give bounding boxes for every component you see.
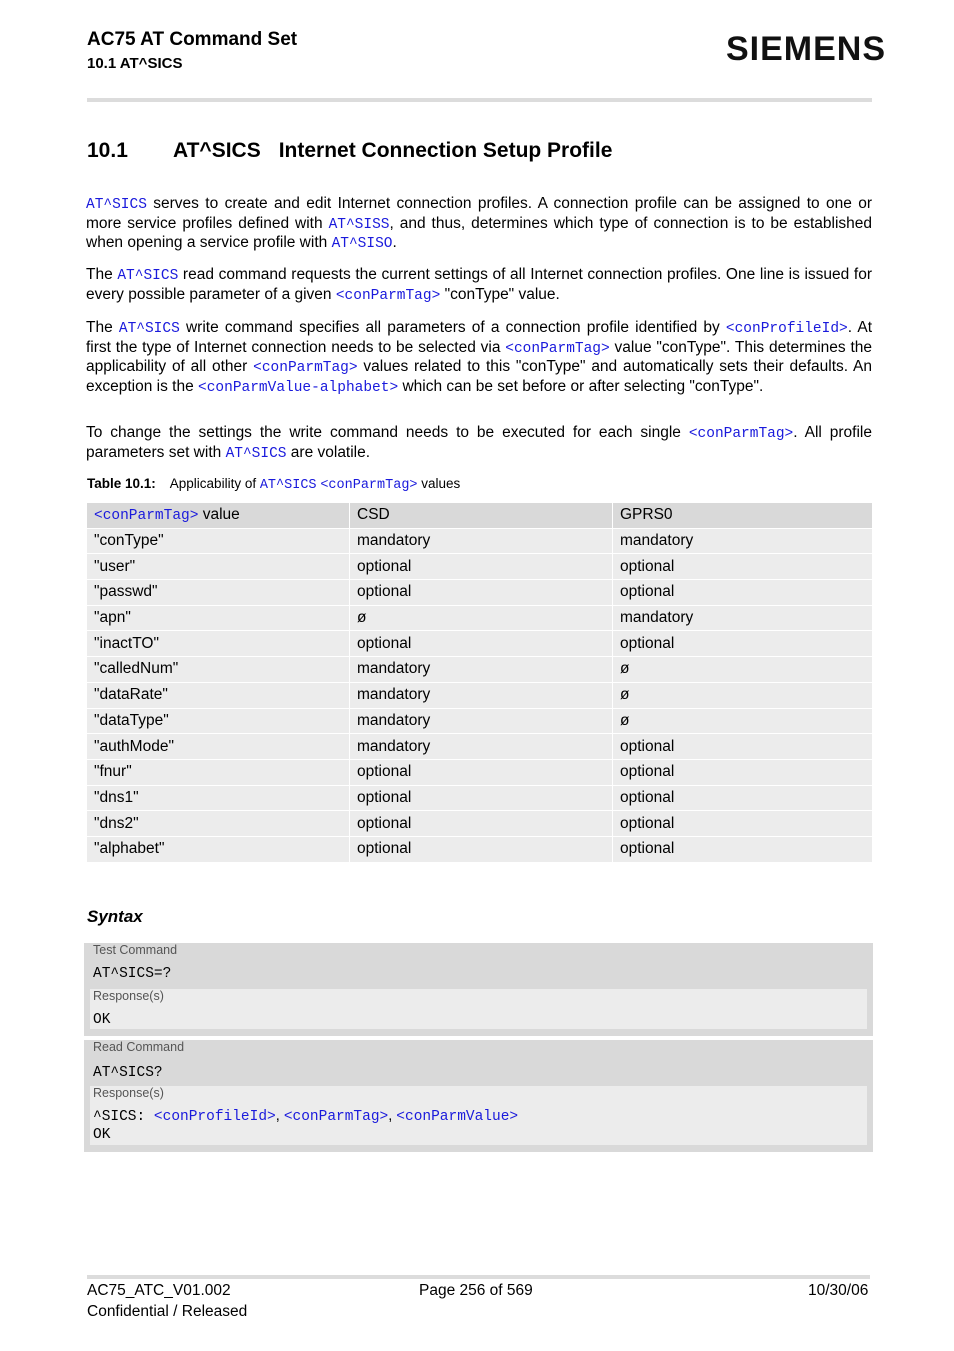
link-conparmtag[interactable]: <conParmTag> [320,478,418,493]
read-command-box [84,1040,873,1152]
cell-parameter: "dataRate" [87,682,350,708]
cell-parameter: "conType" [87,528,350,554]
cell-csd: mandatory [350,734,613,760]
cell-csd: mandatory [350,657,613,683]
paragraph-intro: AT^SICS serves to create and edit Internet connection profiles. A connection profile can be assigned to one or more service profiles defined with AT^SISS, and thus, determines which type of connection is to be established when opening a service profile with AT^SISO. [86,195,873,253]
cell-parameter: "calledNum" [87,657,350,683]
header-cell-gprs0: GPRS0 [613,503,873,529]
table-row [87,580,873,606]
table-caption: Table 10.1: Applicability of AT^SICS <conParmTag> values [87,476,461,493]
cell-csd: mandatory [350,708,613,734]
link-conparmvalue-alphabet[interactable]: <conParmValue-alphabet> [198,379,399,396]
table-row [87,811,873,837]
cell-parameter: "dataType" [87,708,350,734]
table-row [87,708,873,734]
table-row [87,836,873,862]
link-conparmtag[interactable]: <conParmTag> [94,508,199,525]
test-response-box [90,989,867,1029]
footer-status: Confidential / Released [87,1303,248,1320]
table-header-row [87,503,873,529]
cell-csd: optional [350,580,613,606]
section-number: 10.1 [87,139,128,162]
cell-gprs0: ø [613,657,873,683]
cell-csd: optional [350,554,613,580]
header-divider [87,98,872,102]
document-title: AC75 AT Command Set [87,29,298,50]
header-cell-csd: CSD [350,503,613,529]
table-row [87,631,873,657]
link-at-sics[interactable]: AT^SICS [225,445,287,462]
section-breadcrumb: 10.1 AT^SICS [87,55,183,72]
cell-csd: optional [350,631,613,657]
cell-gprs0: ø [613,708,873,734]
table-row [87,759,873,785]
table-row [87,528,873,554]
cell-gprs0: optional [613,811,873,837]
test-command-code: AT^SICS=? [93,966,172,982]
header-cell-parm: <conParmTag> value [87,503,350,529]
link-conparmtag[interactable]: <conParmTag> [253,360,358,377]
link-at-sics[interactable]: AT^SICS [86,197,147,213]
table-row [87,734,873,760]
read-response-line: ^SICS: <conProfileId>, <conParmTag>, <conParmValue> [93,1108,519,1125]
cell-csd: mandatory [350,682,613,708]
test-response-code: OK [93,1012,111,1028]
cell-parameter: "user" [87,554,350,580]
test-response-label: Response(s) [93,989,164,1003]
footer-page-number: Page 256 of 569 [419,1282,533,1299]
test-command-box [84,943,873,1036]
table-row [87,605,873,631]
cell-gprs0: optional [613,580,873,606]
read-response-label: Response(s) [93,1086,164,1100]
link-conparmtag[interactable]: <conParmTag> [335,287,441,304]
link-conparmtag[interactable]: <conParmTag> [688,426,794,442]
cell-gprs0: optional [613,785,873,811]
footer-divider [87,1275,870,1279]
table-row [87,785,873,811]
table-row [87,657,873,683]
paragraph-write-command: The AT^SICS write command specifies all parameters of a connection profile identified by <conProfileId>. At first the type of Internet connection needs to be selected via <conParmTag> value "conType". This determines the applicability of all other <conParmTag> values related to this "conType" and automatically sets their defaults. An exception is the <conParmValue-alphabet> which can be set before or after selecting "conType". [86,319,873,396]
cell-gprs0: optional [613,759,873,785]
link-conprofileid[interactable]: <conProfileId> [153,1109,276,1125]
cell-gprs0: ø [613,682,873,708]
read-command-label: Read Command [93,1040,185,1054]
link-at-sics[interactable]: AT^SICS [259,478,317,493]
cell-csd: optional [350,836,613,862]
cell-parameter: "dns1" [87,785,350,811]
read-command-code: AT^SICS? [93,1065,163,1081]
cell-gprs0: mandatory [613,528,873,554]
cell-parameter: "dns2" [87,811,350,837]
footer-date: 10/30/06 [808,1282,869,1299]
cell-parameter: "alphabet" [87,836,350,862]
cell-csd: optional [350,759,613,785]
link-conprofileid[interactable]: <conProfileId> [725,321,848,337]
section-command: AT^SICS [173,139,261,162]
cell-csd: optional [350,811,613,837]
link-conparmvalue[interactable]: <conParmValue> [396,1109,519,1125]
cell-csd: ø [350,605,613,631]
section-title: Internet Connection Setup Profile [278,139,613,162]
section-heading [87,139,612,163]
link-at-sics[interactable]: AT^SICS [117,268,179,284]
cell-csd: mandatory [350,528,613,554]
cell-parameter: "authMode" [87,734,350,760]
link-at-siss[interactable]: AT^SISS [328,216,390,233]
link-at-siso[interactable]: AT^SISO [331,236,393,253]
cell-gprs0: optional [613,554,873,580]
applicability-table [86,502,873,863]
cell-parameter: "apn" [87,605,350,631]
siemens-logo: SIEMENS [726,30,887,68]
cell-gprs0: optional [613,836,873,862]
paragraph-volatile: To change the settings the write command needs to be executed for each single <conParmTag>. All profile parameters set with AT^SICS are volatile. [86,424,872,462]
link-conparmtag[interactable]: <conParmTag> [505,340,610,357]
syntax-heading: Syntax [87,907,143,926]
read-response-box [90,1086,867,1145]
link-at-sics[interactable]: AT^SICS [118,321,180,337]
cell-parameter: "fnur" [87,759,350,785]
cell-gprs0: mandatory [613,605,873,631]
read-response-ok: OK [93,1127,111,1143]
link-conparmtag[interactable]: <conParmTag> [283,1109,389,1125]
cell-csd: optional [350,785,613,811]
cell-gprs0: optional [613,631,873,657]
paragraph-read-command: The AT^SICS read command requests the current settings of all Internet connection profiles. One line is issued for every possible parameter of a given <conParmTag> "conType" value. [86,266,873,304]
table-row [87,682,873,708]
cell-gprs0: optional [613,734,873,760]
footer-doc-id: AC75_ATC_V01.002 [87,1282,231,1299]
test-command-label: Test Command [93,943,178,957]
cell-parameter: "inactTO" [87,631,350,657]
table-row [87,554,873,580]
cell-parameter: "passwd" [87,580,350,606]
